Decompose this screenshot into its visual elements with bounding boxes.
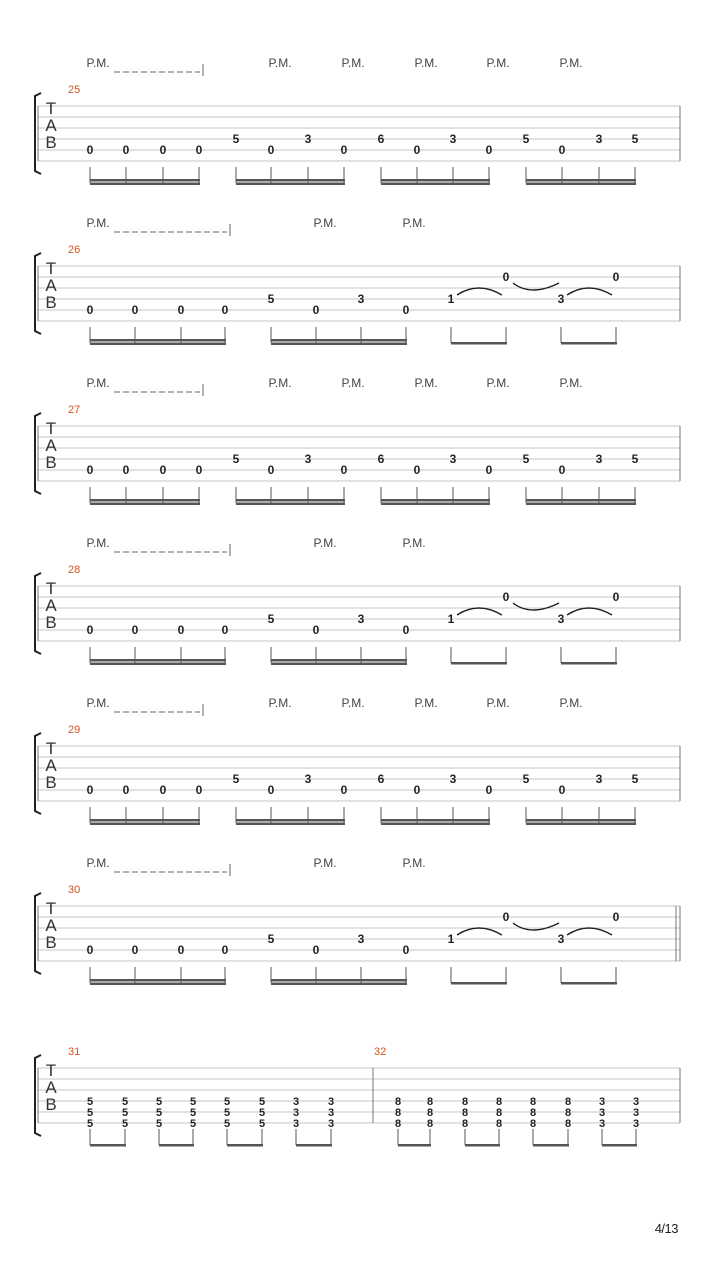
palm-mute-label: P.M. (341, 56, 365, 70)
beam-primary (526, 499, 636, 502)
fret-number: 5 (232, 772, 240, 786)
beam-primary (90, 659, 226, 662)
fret-number: 0 (122, 143, 130, 157)
fret-number: 0 (502, 270, 510, 284)
fret-number: 0 (195, 783, 203, 797)
fret-number: 3 (595, 772, 603, 786)
fret-number: 0 (312, 943, 320, 957)
tab-clef-letter: T (45, 259, 57, 278)
tab-clef-letter: B (45, 613, 57, 632)
beam-secondary (236, 183, 345, 186)
beam-primary (90, 179, 200, 182)
fret-number: 0 (612, 910, 620, 924)
beam-primary (451, 342, 507, 345)
fret-number: 8 (426, 1107, 434, 1119)
fret-number: 0 (340, 783, 348, 797)
fret-number: 8 (495, 1118, 503, 1130)
fret-number: 8 (529, 1107, 537, 1119)
fret-number: 8 (564, 1107, 572, 1119)
fret-number: 3 (557, 292, 565, 306)
fret-number: 5 (155, 1096, 163, 1108)
palm-mute-label: P.M. (313, 536, 337, 550)
fret-number: 0 (612, 270, 620, 284)
measure-number: 30 (68, 884, 81, 896)
tab-clef-letter: B (45, 1095, 57, 1114)
fret-number: 5 (631, 132, 639, 146)
tab-clef-letter: T (45, 899, 57, 918)
fret-number: 0 (558, 783, 566, 797)
slur (567, 928, 612, 935)
fret-number: 3 (304, 772, 312, 786)
fret-number: 0 (86, 943, 94, 957)
slur (457, 608, 502, 615)
tab-clef-letter: T (45, 1061, 57, 1080)
fret-number: 5 (121, 1096, 129, 1108)
beam-secondary (526, 503, 636, 506)
fret-number: 5 (258, 1096, 266, 1108)
fret-number: 3 (327, 1107, 335, 1119)
beam-primary (398, 1144, 431, 1147)
fret-number: 3 (292, 1107, 300, 1119)
tab-clef-letter: B (45, 773, 57, 792)
fret-number: 5 (121, 1118, 129, 1130)
fret-number: 3 (327, 1118, 335, 1130)
fret-number: 0 (340, 143, 348, 157)
palm-mute-label: P.M. (268, 376, 292, 390)
fret-number: 1 (447, 932, 455, 946)
beam-primary (533, 1144, 569, 1147)
fret-number: 1 (447, 292, 455, 306)
fret-number: 3 (304, 452, 312, 466)
fret-number: 6 (377, 452, 385, 466)
slur (457, 928, 502, 935)
fret-number: 5 (258, 1118, 266, 1130)
beam-primary (90, 499, 200, 502)
beam-secondary (526, 823, 636, 826)
fret-number: 0 (612, 590, 620, 604)
fret-number: 0 (177, 943, 185, 957)
beam-primary (90, 1144, 126, 1147)
fret-number: 0 (159, 143, 167, 157)
fret-number: 3 (557, 932, 565, 946)
palm-mute-label: P.M. (86, 216, 110, 230)
fret-number: 3 (327, 1096, 335, 1108)
tab-clef-letter: A (45, 276, 57, 295)
fret-number: 5 (267, 292, 275, 306)
palm-mute-label: P.M. (313, 216, 337, 230)
beam-secondary (236, 503, 345, 506)
fret-number: 6 (377, 132, 385, 146)
fret-number: 0 (312, 303, 320, 317)
fret-number: 5 (155, 1107, 163, 1119)
fret-number: 3 (292, 1096, 300, 1108)
palm-mute-label: P.M. (86, 376, 110, 390)
fret-number: 1 (447, 612, 455, 626)
tab-clef-letter: A (45, 116, 57, 135)
beam-secondary (90, 343, 226, 346)
tab-system-26 (35, 216, 680, 345)
palm-mute-label: P.M. (486, 696, 510, 710)
fret-number: 8 (529, 1118, 537, 1130)
palm-mute-label: P.M. (268, 696, 292, 710)
fret-number: 5 (189, 1118, 197, 1130)
fret-number: 6 (377, 772, 385, 786)
fret-number: 8 (461, 1118, 469, 1130)
fret-number: 3 (357, 932, 365, 946)
beam-primary (451, 982, 507, 985)
beam-primary (236, 179, 345, 182)
beam-secondary (90, 503, 200, 506)
beam-primary (381, 819, 490, 822)
beam-primary (381, 179, 490, 182)
beam-primary (451, 662, 507, 665)
fret-number: 5 (631, 772, 639, 786)
fret-number: 0 (122, 463, 130, 477)
palm-mute-label: P.M. (86, 56, 110, 70)
beam-secondary (236, 823, 345, 826)
measure-number: 31 (68, 1046, 81, 1058)
fret-number: 0 (485, 463, 493, 477)
beam-secondary (90, 183, 200, 186)
fret-number: 3 (598, 1107, 606, 1119)
fret-number: 3 (598, 1118, 606, 1130)
tab-system-25 (35, 56, 680, 185)
fret-number: 0 (86, 783, 94, 797)
fret-number: 5 (232, 132, 240, 146)
tab-system-28 (35, 536, 680, 665)
fret-number: 5 (631, 452, 639, 466)
fret-number: 8 (529, 1096, 537, 1108)
fret-number: 0 (221, 943, 229, 957)
fret-number: 0 (558, 143, 566, 157)
palm-mute-label: P.M. (559, 696, 583, 710)
fret-number: 3 (632, 1096, 640, 1108)
palm-mute-label: P.M. (268, 56, 292, 70)
tie (513, 283, 559, 290)
palm-mute-label: P.M. (86, 696, 110, 710)
fret-number: 0 (131, 303, 139, 317)
fret-number: 8 (564, 1096, 572, 1108)
palm-mute-label: P.M. (86, 856, 110, 870)
tab-clef-letter: A (45, 1078, 57, 1097)
fret-number: 0 (485, 783, 493, 797)
fret-number: 8 (461, 1107, 469, 1119)
fret-number: 0 (177, 623, 185, 637)
beam-secondary (381, 183, 490, 186)
fret-number: 0 (131, 943, 139, 957)
palm-mute-label: P.M. (402, 216, 426, 230)
fret-number: 0 (86, 303, 94, 317)
tab-system-27 (35, 376, 680, 505)
fret-number: 8 (394, 1107, 402, 1119)
fret-number: 5 (155, 1118, 163, 1130)
fret-number: 0 (312, 623, 320, 637)
fret-number: 0 (159, 783, 167, 797)
beam-primary (561, 342, 617, 345)
tab-system-29 (35, 696, 680, 825)
fret-number: 0 (86, 463, 94, 477)
tab-clef-letter: B (45, 133, 57, 152)
tab-clef-letter: A (45, 436, 57, 455)
palm-mute-label: P.M. (414, 696, 438, 710)
fret-number: 0 (413, 463, 421, 477)
palm-mute-label: P.M. (86, 536, 110, 550)
beam-primary (236, 499, 345, 502)
beam-secondary (90, 983, 226, 986)
fret-number: 3 (292, 1118, 300, 1130)
measure-number: 28 (68, 564, 81, 576)
beam-primary (90, 979, 226, 982)
fret-number: 3 (595, 132, 603, 146)
slur (567, 608, 612, 615)
beam-secondary (90, 663, 226, 666)
tab-system-30 (35, 856, 680, 985)
beam-primary (271, 979, 407, 982)
fret-number: 5 (121, 1107, 129, 1119)
palm-mute-label: P.M. (402, 856, 426, 870)
beam-primary (296, 1144, 332, 1147)
fret-number: 0 (195, 143, 203, 157)
fret-number: 0 (502, 590, 510, 604)
fret-number: 0 (413, 143, 421, 157)
fret-number: 0 (502, 910, 510, 924)
fret-number: 0 (221, 303, 229, 317)
fret-number: 5 (267, 612, 275, 626)
beam-primary (561, 982, 617, 985)
fret-number: 0 (86, 623, 94, 637)
tab-system-final (35, 1046, 680, 1147)
fret-number: 5 (522, 452, 530, 466)
palm-mute-label: P.M. (559, 56, 583, 70)
fret-number: 5 (86, 1118, 94, 1130)
beam-primary (227, 1144, 263, 1147)
fret-number: 0 (267, 463, 275, 477)
palm-mute-label: P.M. (313, 856, 337, 870)
fret-number: 0 (402, 623, 410, 637)
fret-number: 8 (564, 1118, 572, 1130)
fret-number: 3 (449, 772, 457, 786)
beam-secondary (526, 183, 636, 186)
fret-number: 0 (86, 143, 94, 157)
tab-clef-letter: A (45, 916, 57, 935)
fret-number: 5 (223, 1107, 231, 1119)
tie (513, 923, 559, 930)
palm-mute-label: P.M. (486, 56, 510, 70)
fret-number: 5 (189, 1096, 197, 1108)
beam-primary (602, 1144, 637, 1147)
tab-clef-letter: A (45, 596, 57, 615)
beam-primary (90, 819, 200, 822)
tab-clef-letter: T (45, 99, 57, 118)
measure-number: 29 (68, 724, 81, 736)
tab-clef-letter: T (45, 739, 57, 758)
palm-mute-label: P.M. (486, 376, 510, 390)
fret-number: 0 (402, 303, 410, 317)
fret-number: 0 (267, 143, 275, 157)
fret-number: 3 (598, 1096, 606, 1108)
palm-mute-label: P.M. (341, 696, 365, 710)
tie (513, 603, 559, 610)
fret-number: 3 (304, 132, 312, 146)
beam-secondary (271, 663, 407, 666)
fret-number: 8 (495, 1096, 503, 1108)
fret-number: 3 (357, 292, 365, 306)
fret-number: 8 (394, 1096, 402, 1108)
fret-number: 0 (122, 783, 130, 797)
fret-number: 0 (131, 623, 139, 637)
beam-primary (465, 1144, 500, 1147)
measure-number: 26 (68, 244, 81, 256)
fret-number: 3 (595, 452, 603, 466)
fret-number: 3 (557, 612, 565, 626)
beam-primary (271, 339, 407, 342)
fret-number: 0 (195, 463, 203, 477)
beam-primary (381, 499, 490, 502)
fret-number: 0 (221, 623, 229, 637)
fret-number: 5 (86, 1107, 94, 1119)
fret-number: 5 (267, 932, 275, 946)
slur (567, 288, 612, 295)
fret-number: 5 (232, 452, 240, 466)
measure-number: 32 (374, 1046, 387, 1058)
beam-primary (90, 339, 226, 342)
palm-mute-label: P.M. (559, 376, 583, 390)
fret-number: 0 (267, 783, 275, 797)
fret-number: 3 (632, 1107, 640, 1119)
fret-number: 5 (189, 1107, 197, 1119)
measure-number: 27 (68, 404, 81, 416)
fret-number: 5 (86, 1096, 94, 1108)
beam-secondary (90, 823, 200, 826)
beam-primary (526, 819, 636, 822)
palm-mute-label: P.M. (341, 376, 365, 390)
fret-number: 8 (394, 1118, 402, 1130)
page-number: 4/13 (654, 1221, 678, 1236)
fret-number: 8 (495, 1107, 503, 1119)
palm-mute-label: P.M. (414, 376, 438, 390)
fret-number: 3 (357, 612, 365, 626)
tab-clef-letter: A (45, 756, 57, 775)
beam-secondary (271, 343, 407, 346)
beam-secondary (271, 983, 407, 986)
fret-number: 5 (522, 772, 530, 786)
fret-number: 0 (558, 463, 566, 477)
tab-clef-letter: T (45, 419, 57, 438)
fret-number: 8 (461, 1096, 469, 1108)
slur (457, 288, 502, 295)
measure-number: 25 (68, 84, 81, 96)
tab-clef-letter: B (45, 933, 57, 952)
beam-primary (236, 819, 345, 822)
tab-clef-letter: B (45, 453, 57, 472)
fret-number: 3 (632, 1118, 640, 1130)
beam-primary (271, 659, 407, 662)
fret-number: 3 (449, 132, 457, 146)
fret-number: 0 (340, 463, 348, 477)
fret-number: 5 (223, 1096, 231, 1108)
fret-number: 5 (522, 132, 530, 146)
tab-clef-letter: B (45, 293, 57, 312)
beam-primary (561, 662, 617, 665)
tab-clef-letter: T (45, 579, 57, 598)
beam-secondary (381, 503, 490, 506)
fret-number: 8 (426, 1118, 434, 1130)
fret-number: 3 (449, 452, 457, 466)
fret-number: 0 (485, 143, 493, 157)
fret-number: 5 (258, 1107, 266, 1119)
fret-number: 0 (402, 943, 410, 957)
fret-number: 0 (413, 783, 421, 797)
palm-mute-label: P.M. (402, 536, 426, 550)
beam-secondary (381, 823, 490, 826)
fret-number: 5 (223, 1118, 231, 1130)
fret-number: 0 (159, 463, 167, 477)
beam-primary (526, 179, 636, 182)
palm-mute-label: P.M. (414, 56, 438, 70)
fret-number: 8 (426, 1096, 434, 1108)
fret-number: 0 (177, 303, 185, 317)
beam-primary (159, 1144, 194, 1147)
